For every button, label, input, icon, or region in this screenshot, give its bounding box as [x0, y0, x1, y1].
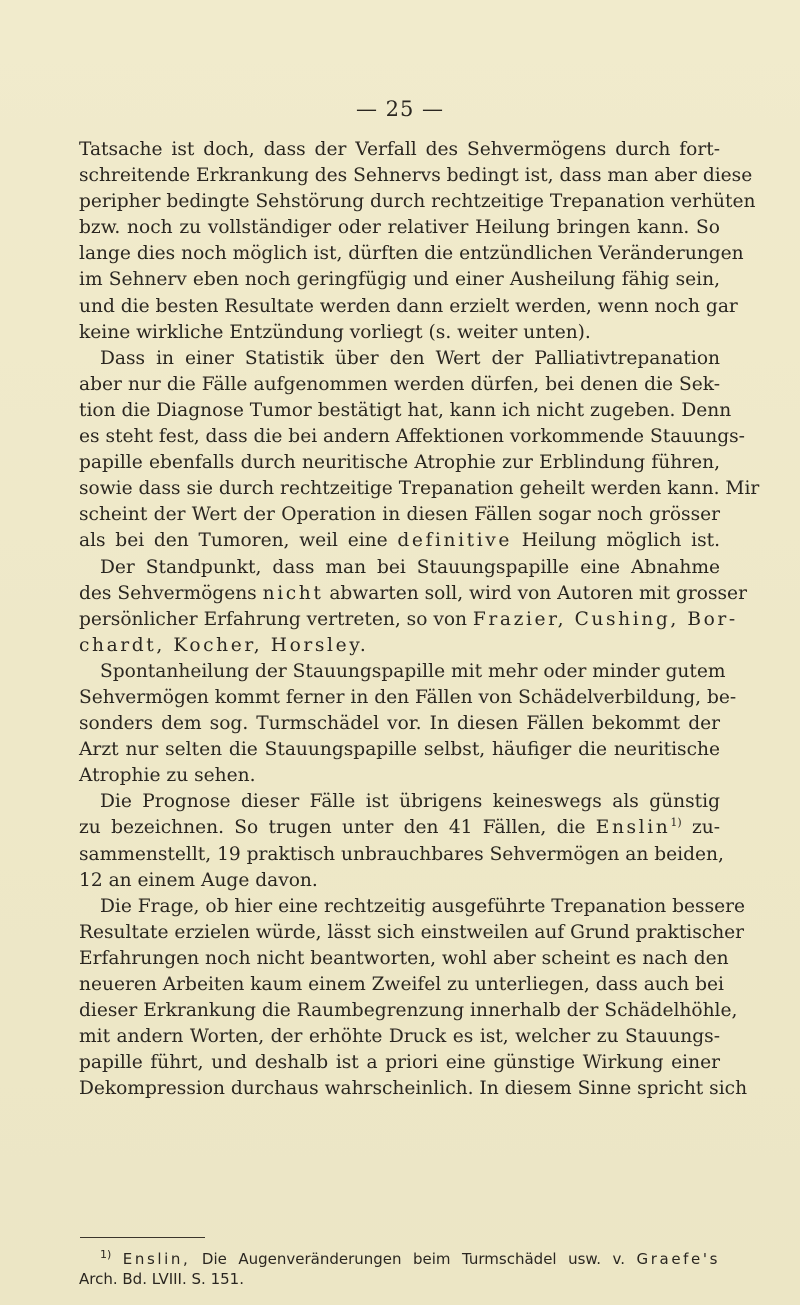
text-line: Die Prognose dieser Fälle ist übrigens keineswegs als günstig — [100, 791, 720, 813]
text-line: sowie dass sie durch rechtzeitige Trepanation geheilt werden kann. Mir — [79, 478, 760, 500]
text-line: peripher bedingte Sehstörung durch rechtzeitige Trepanation verhüten — [79, 191, 756, 213]
spaced-emphasis: nicht — [262, 582, 324, 604]
text-line: Erfahrungen noch nicht beantworten, wohl aber scheint es nach den — [79, 947, 729, 969]
footnote-author: Enslin, — [122, 1250, 191, 1268]
text-line: keine wirkliche Entzündung vorliegt (s. weiter unten). — [79, 321, 591, 343]
footnote-line — [79, 1249, 720, 1269]
text-line: sammenstellt, 19 praktisch unbrauchbares Sehvermögen an beiden, — [79, 843, 724, 865]
page-number: — 25 — — [355, 97, 445, 121]
text-line: sonders dem sog. Turmschädel vor. In diesen Fällen bekommt der — [79, 713, 720, 735]
text-line — [79, 607, 738, 633]
text-line: Sehvermögen kommt ferner in den Fällen von Schädelverbildung, be- — [79, 686, 737, 708]
footnote-marker: 1) — [670, 816, 682, 830]
text-line: scheint der Wert der Operation in diesen Fällen sogar noch grösser — [79, 504, 720, 526]
text-line — [79, 815, 720, 841]
text-line: Resultate erzielen würde, lässt sich einstweilen auf Grund praktischer — [79, 921, 745, 943]
spaced-author-name: Enslin — [595, 817, 671, 839]
text-line: bzw. noch zu vollständiger oder relativer Heilung bringen kann. So — [79, 217, 720, 239]
text-line: es steht fest, dass die bei andern Affektionen vorkommende Stauungs- — [79, 426, 745, 448]
text-line: dieser Erkrankung die Raumbegrenzung innerhalb der Schädelhöhle, — [79, 1000, 738, 1022]
text-line: Arzt nur selten die Stauungspapille selbst, häufiger die neuritische — [79, 739, 720, 761]
text-line: papille ebenfalls durch neuritische Atrophie zur Erblindung führen, — [79, 452, 720, 474]
text-line: 12 an einem Auge davon. — [79, 869, 318, 891]
text-line — [79, 633, 720, 659]
text-line: lange dies noch möglich ist, dürften die entzündlichen Veränderungen — [79, 243, 744, 265]
footnote-divider — [80, 1237, 205, 1238]
spaced-author-names: chardt, Kocher, Horsley. — [79, 634, 369, 656]
text-line: neueren Arbeiten kaum einem Zweifel zu unterliegen, dass auch bei — [79, 974, 724, 995]
text-line: Atrophie zu sehen. — [79, 765, 256, 787]
text-line: Tatsache ist doch, dass der Verfall des Sehvermögens durch fort- — [79, 139, 720, 160]
footnote-journal-author: Graefe's — [636, 1250, 720, 1268]
text-line: Spontanheilung der Stauungspapille mit mehr oder minder gutem — [100, 660, 726, 682]
text-line: aber nur die Fälle aufgenommen werden dürfen, bei denen die Sek- — [79, 373, 720, 395]
text-line: mit andern Worten, der erhöhte Druck es ist, welcher zu Stauungs- — [79, 1026, 720, 1048]
text-segment: Heilung möglich ist. — [511, 530, 721, 552]
footnote-text: Die Augenveränderungen beim Turmschädel usw. v. — [190, 1250, 637, 1268]
text-segment: zu- — [681, 817, 720, 839]
text-line: papille führt, und deshalb ist a priori eine günstige Wirkung einer — [79, 1052, 720, 1074]
footnote-marker: 1) — [100, 1248, 112, 1261]
text-line: im Sehnerv eben noch geringfügig und einer Ausheilung fähig sein, — [79, 269, 720, 291]
text-segment: persönlicher Erfahrung vertreten, so von — [79, 608, 473, 630]
text-line: und die besten Resultate werden dann erzielt werden, wenn noch gar — [79, 295, 738, 317]
text-line: Dekompression durchaus wahrscheinlich. In diesem Sinne spricht sich — [79, 1078, 748, 1100]
text-segment: als bei den Tumoren, weil eine — [79, 530, 398, 552]
text-line — [79, 581, 747, 607]
body-text — [79, 137, 760, 1102]
text-line: Dass in einer Statistik über den Wert der Palliativtrepanation — [100, 347, 720, 369]
text-segment: des Sehvermögens — [79, 582, 263, 604]
footnote — [79, 1249, 720, 1289]
text-segment: abwarten soll, wird von Autoren mit grosser — [323, 582, 747, 604]
spaced-author-names: Frazier, Cushing, Bor- — [472, 608, 738, 630]
text-line — [79, 528, 720, 554]
text-line: Die Frage, ob hier eine rechtzeitig ausgeführte Trepanation bessere — [100, 895, 746, 917]
text-segment: zu bezeichnen. So trugen unter den 41 Fällen, die — [79, 817, 586, 839]
footnote-line: Arch. Bd. LVIII. S. 151. — [79, 1270, 244, 1288]
text-line: tion die Diagnose Tumor bestätigt hat, kann ich nicht zugeben. Denn — [79, 399, 732, 421]
text-line: schreitende Erkrankung des Sehnervs bedingt ist, dass man aber diese — [79, 165, 753, 187]
text-line: Der Standpunkt, dass man bei Stauungspapille eine Abnahme — [100, 556, 720, 578]
spaced-emphasis: definitive — [397, 530, 512, 552]
